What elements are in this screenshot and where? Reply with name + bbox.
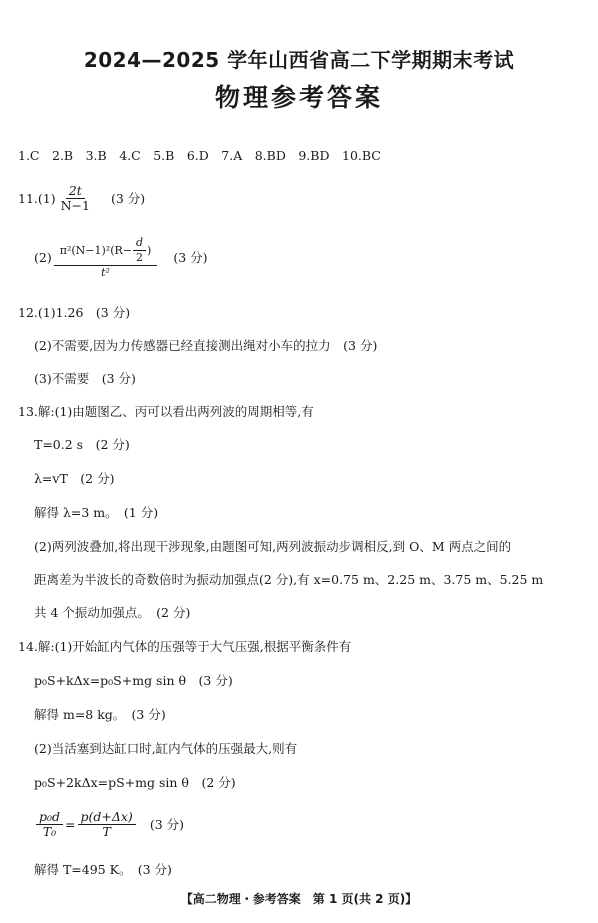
q11-part2-inner-denominator: 2 <box>136 251 143 264</box>
q12-line1: 12.(1)1.26 (3 分) <box>18 305 131 320</box>
q11-part2-fraction <box>54 236 158 280</box>
q14-fraction-left-denominator: T₀ <box>42 824 57 839</box>
q13-line2: T=0.2 s (2 分) <box>34 437 130 452</box>
q11-part2-inner-fraction <box>133 236 146 265</box>
document-title: 2024—2025 学年山西省高二下学期期末考试 <box>83 48 515 72</box>
q11-part1-fraction <box>58 184 93 213</box>
q11-part2-prefix: (2) <box>34 250 52 265</box>
q14-line3: 解得 m=8 kg。 (3 分) <box>34 707 166 722</box>
q11-part1 <box>18 184 145 213</box>
q11-part2-numerator-a: π²(N−1)²(R− <box>59 243 132 257</box>
q13-line6: 距离差为半波长的奇数倍时为振动加强点(2 分),有 x=0.75 m、2.25 m、3.75 m、5.25 m <box>34 572 544 587</box>
q12-line2: (2)不需要,因为力传感器已经直接测出绳对小车的拉力 (3 分) <box>34 338 378 353</box>
document-subtitle: 物理参考答案 <box>214 83 383 112</box>
q14-fraction-left <box>36 810 63 839</box>
q11-part1-numerator: 2t <box>66 184 85 199</box>
q14-line5: p₀S+2kΔx=pS+mg sin θ (2 分) <box>34 775 236 790</box>
q11-part2-denominator: t² <box>101 266 110 279</box>
q14-line1: 14.解:(1)开始缸内气体的压强等于大气压强,根据平衡条件有 <box>18 639 352 654</box>
q14-fraction-left-numerator: p₀d <box>36 810 63 825</box>
q11-part2 <box>34 236 208 280</box>
q11-part2-inner-numerator: d <box>133 236 146 251</box>
q11-part2-numerator <box>54 236 158 266</box>
q14-fraction-right <box>78 810 136 839</box>
page-footer: 【高二物理・参考答案 第 1 页(共 2 页)】 <box>180 892 418 906</box>
q14-equals: = <box>65 816 76 832</box>
answers-1-10: 1.C 2.B 3.B 4.C 5.B 6.D 7.A 8.BD 9.BD 10.BC <box>18 148 381 163</box>
q11-part1-prefix: 11.(1) <box>18 190 56 206</box>
q11-part2-numerator-b: ) <box>147 243 152 257</box>
q14-line4: (2)当活塞到达缸口时,缸内气体的压强最大,则有 <box>34 741 298 756</box>
q13-line4: 解得 λ=3 m。 (1 分) <box>34 505 159 520</box>
q14-fraction-right-denominator: T <box>102 824 111 839</box>
q13-line7: 共 4 个振动加强点。 (2 分) <box>34 605 191 620</box>
q14-line2: p₀S+kΔx=p₀S+mg sin θ (3 分) <box>34 673 233 688</box>
q13-line5: (2)两列波叠加,将出现干涉现象,由题图可知,两列波振动步调相反,到 O、M 两点之间的 <box>34 539 512 554</box>
q13-line3: λ=vT (2 分) <box>34 471 115 486</box>
q11-part2-score: (3 分) <box>173 250 208 265</box>
q12-line3: (3)不需要 (3 分) <box>34 371 136 386</box>
q14-fraction-right-numerator: p(d+Δx) <box>78 810 136 825</box>
q11-part1-denominator: N−1 <box>60 198 90 213</box>
q14-line7: 解得 T=495 K。 (3 分) <box>34 862 172 877</box>
q14-line6-score: (3 分) <box>149 816 184 832</box>
q14-line6 <box>34 810 184 839</box>
q13-line1: 13.解:(1)由题图乙、丙可以看出两列波的周期相等,有 <box>18 404 314 419</box>
q11-part1-score: (3 分) <box>110 190 146 206</box>
